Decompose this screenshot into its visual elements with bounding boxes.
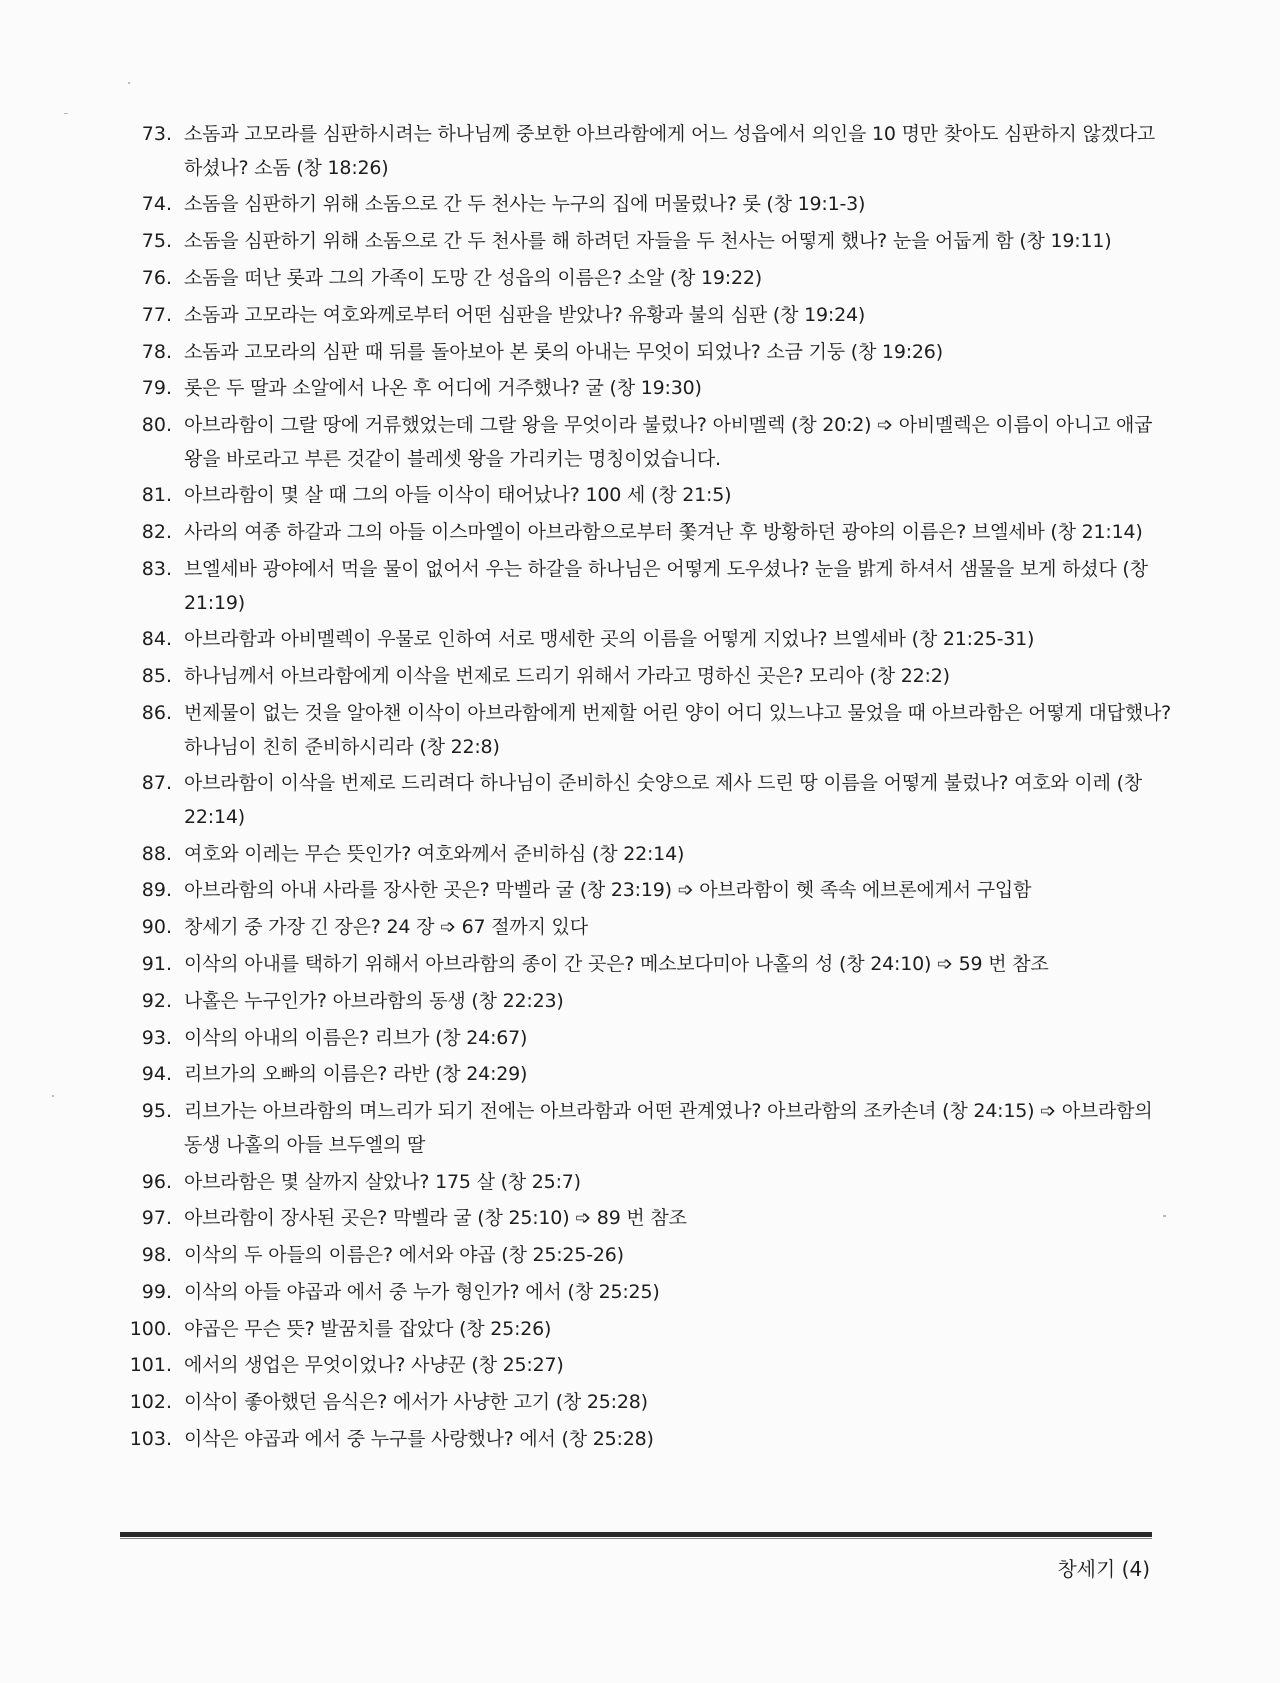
question-number: 103. — [129, 1428, 172, 1450]
question-item — [115, 262, 1175, 296]
question-item — [115, 1058, 1175, 1092]
question-number: 83. — [141, 558, 172, 580]
scan-speck — [1163, 1215, 1166, 1217]
question-number: 79. — [141, 377, 172, 400]
question-item — [115, 1386, 1175, 1420]
question-text: 아브라함이 몇 살 때 그의 아들 이삭이 태어났나? 100 세 (창 21:5) — [184, 484, 732, 507]
question-item — [115, 623, 1175, 657]
question-text: 에서의 생업은 무엇이었나? 사냥꾼 (창 25:27) — [184, 1354, 564, 1377]
question-number: 81. — [141, 484, 172, 507]
question-text: 소돔과 고모라의 심판 때 뒤를 돌아보아 본 롯의 아내는 무엇이 되었나? 소금 기둥 (창 19:26) — [184, 340, 943, 363]
question-text: 아브라함과 아비멜렉이 우물로 인하여 서로 맹세한 곳의 이름을 어떻게 지었나? 브엘세바 (창 21:25-31) — [184, 628, 1035, 651]
question-number: 88. — [141, 842, 172, 865]
question-item — [115, 1313, 1175, 1347]
question-text: 소돔을 심판하기 위해 소돔으로 간 두 천사는 누구의 집에 머물렀나? 롯 (창 19:1-3) — [184, 193, 866, 216]
question-number: 97. — [141, 1207, 172, 1230]
question-text: 아브라함의 아내 사라를 장사한 곳은? 막벨라 굴 (창 23:19) ➩ 아브라함이 헷 족속 에브론에게서 구입함 — [184, 879, 1032, 902]
question-number: 101. — [129, 1354, 172, 1377]
question-number: 95. — [141, 1100, 172, 1123]
question-item — [115, 516, 1175, 550]
question-text: 여호와 이레는 무슨 뜻인가? 여호와께서 준비하심 (창 22:14) — [184, 842, 685, 865]
question-text: 이삭이 좋아했던 음식은? 에서가 사냥한 고기 (창 25:28) — [184, 1391, 648, 1414]
question-item — [115, 767, 1175, 834]
question-text: 이삭의 아내의 이름은? 리브가 (창 24:67) — [184, 1026, 528, 1049]
question-number: 100. — [129, 1317, 172, 1340]
question-number: 89. — [141, 879, 172, 902]
question-number: 85. — [141, 665, 172, 688]
question-text: 아브라함이 장사된 곳은? 막벨라 굴 (창 25:10) ➩ 89 번 참조 — [184, 1207, 687, 1230]
footer-rule-thin — [120, 1538, 1152, 1539]
question-item — [115, 118, 1175, 185]
question-text: 이삭의 두 아들의 이름은? 에서와 야곱 (창 25:25-26) — [184, 1244, 624, 1267]
question-item — [115, 372, 1175, 406]
question-number: 75. — [141, 230, 172, 253]
question-item — [115, 948, 1175, 982]
question-item — [115, 1349, 1175, 1383]
question-number: 84. — [141, 628, 172, 651]
question-text: 야곱은 무슨 뜻? 발꿈치를 잡았다 (창 25:26) — [184, 1317, 552, 1340]
footer-rule — [120, 1532, 1152, 1537]
question-item — [115, 1166, 1175, 1200]
question-item — [115, 838, 1175, 872]
question-number: 90. — [141, 916, 172, 939]
question-item — [115, 697, 1175, 764]
question-item — [115, 911, 1175, 945]
question-item — [115, 1022, 1175, 1056]
question-text: 리브가의 오빠의 이름은? 라반 (창 24:29) — [184, 1063, 528, 1086]
question-text: 소돔을 떠난 롯과 그의 가족이 도망 간 성읍의 이름은? 소알 (창 19:22) — [184, 266, 762, 289]
question-item — [115, 1095, 1175, 1162]
question-number: 76. — [141, 266, 172, 289]
question-text: 번제물이 없는 것을 알아챈 이삭이 아브라함에게 번제할 어린 양이 어디 있느냐고 물었을 때 아브라함은 어떻게 대답했나? 하나님이 친히 준비하시리라 (창 22:8) — [184, 701, 1177, 758]
question-text: 아브라함이 이삭을 번제로 드리려다 하나님이 준비하신 숫양으로 제사 드린 땅 이름을 어떻게 불렀나? 여호와 이레 (창 22:14) — [184, 772, 1148, 828]
question-item — [115, 985, 1175, 1019]
question-text: 이삭의 아내를 택하기 위해서 아브라함의 종이 간 곳은? 메소보다미아 나홀의 성 (창 24:10) ➩ 59 번 참조 — [184, 953, 1049, 976]
question-text: 리브가는 아브라함의 며느리가 되기 전에는 아브라함과 어떤 관계였나? 아브라함의 조카손녀 (창 24:15) ➩ 아브라함의 동생 나홀의 아들 브두엘의 딸 — [184, 1100, 1159, 1156]
question-text: 사라의 여종 하갈과 그의 아들 이스마엘이 아브라함으로부터 쫓겨난 후 방황하던 광야의 이름은? 브엘세바 (창 21:14) — [184, 521, 1143, 544]
question-text: 아브라함이 그랄 땅에 거류했었는데 그랄 왕을 무엇이라 불렀나? 아비멜렉 (창 20:2) ➩ 아비멜렉은 이름이 아니고 애굽 왕을 바로라고 부른 것같이 블레셋 왕을 가리키는 명칭이었습니다. — [184, 414, 1159, 470]
question-item — [115, 1239, 1175, 1273]
question-text: 창세기 중 가장 긴 장은? 24 장 ➩ 67 절까지 있다 — [184, 916, 588, 939]
question-number: 93. — [141, 1026, 172, 1049]
question-number: 87. — [141, 772, 172, 795]
question-number: 92. — [141, 989, 172, 1012]
question-item — [115, 225, 1175, 259]
question-item — [115, 553, 1175, 620]
question-text: 롯은 두 딸과 소알에서 나온 후 어디에 거주했나? 굴 (창 19:30) — [184, 377, 702, 400]
question-number: 78. — [141, 340, 172, 363]
question-list — [115, 118, 1175, 1460]
scan-speck — [52, 1095, 54, 1097]
scan-speck — [64, 113, 68, 114]
question-item — [115, 299, 1175, 333]
question-item — [115, 1423, 1175, 1457]
question-item — [115, 1276, 1175, 1310]
question-number: 80. — [141, 414, 172, 437]
question-text: 하나님께서 아브라함에게 이삭을 번제로 드리기 위해서 가라고 명하신 곳은? 모리아 (창 22:2) — [184, 665, 950, 688]
question-item — [115, 874, 1175, 908]
question-item — [115, 409, 1175, 476]
question-number: 94. — [141, 1063, 172, 1086]
question-text: 소돔과 고모라는 여호와께로부터 어떤 심판을 받았나? 유황과 불의 심판 (창 19:24) — [184, 303, 866, 326]
question-text: 소돔과 고모라를 심판하시려는 하나님께 중보한 아브라함에게 어느 성읍에서 의인을 10 명만 찾아도 심판하지 않겠다고 하셨나? 소돔 (창 18:26) — [184, 123, 1161, 179]
question-item — [115, 336, 1175, 370]
question-text: 브엘세바 광야에서 먹을 물이 없어서 우는 하갈을 하나님은 어떻게 도우셨나? 눈을 밝게 하셔서 샘물을 보게 하셨다 (창 21:19) — [184, 558, 1154, 614]
question-text: 아브라함은 몇 살까지 살았나? 175 살 (창 25:7) — [184, 1170, 581, 1193]
question-number: 98. — [141, 1244, 172, 1267]
question-number: 96. — [141, 1170, 172, 1193]
question-item — [115, 660, 1175, 694]
question-number: 86. — [141, 701, 172, 724]
question-number: 74. — [141, 193, 172, 216]
question-text: 나홀은 누구인가? 아브라함의 동생 (창 22:23) — [184, 989, 564, 1012]
question-number: 99. — [141, 1280, 172, 1303]
question-text: 이삭은 야곱과 에서 중 누구를 사랑했나? 에서 (창 25:28) — [184, 1428, 654, 1450]
page-footer: 창세기 (4) — [1057, 1557, 1150, 1581]
question-number: 102. — [129, 1391, 172, 1414]
scan-speck — [128, 82, 130, 84]
question-item — [115, 188, 1175, 222]
question-item — [115, 1202, 1175, 1236]
question-number: 82. — [141, 521, 172, 544]
question-text: 이삭의 아들 야곱과 에서 중 누가 형인가? 에서 (창 25:25) — [184, 1280, 660, 1303]
question-number: 73. — [141, 123, 172, 145]
question-number: 91. — [141, 953, 172, 976]
question-number: 77. — [141, 303, 172, 326]
question-text: 소돔을 심판하기 위해 소돔으로 간 두 천사를 해 하려던 자들을 두 천사는 어떻게 했나? 눈을 어둡게 함 (창 19:11) — [184, 230, 1112, 253]
question-item — [115, 479, 1175, 513]
